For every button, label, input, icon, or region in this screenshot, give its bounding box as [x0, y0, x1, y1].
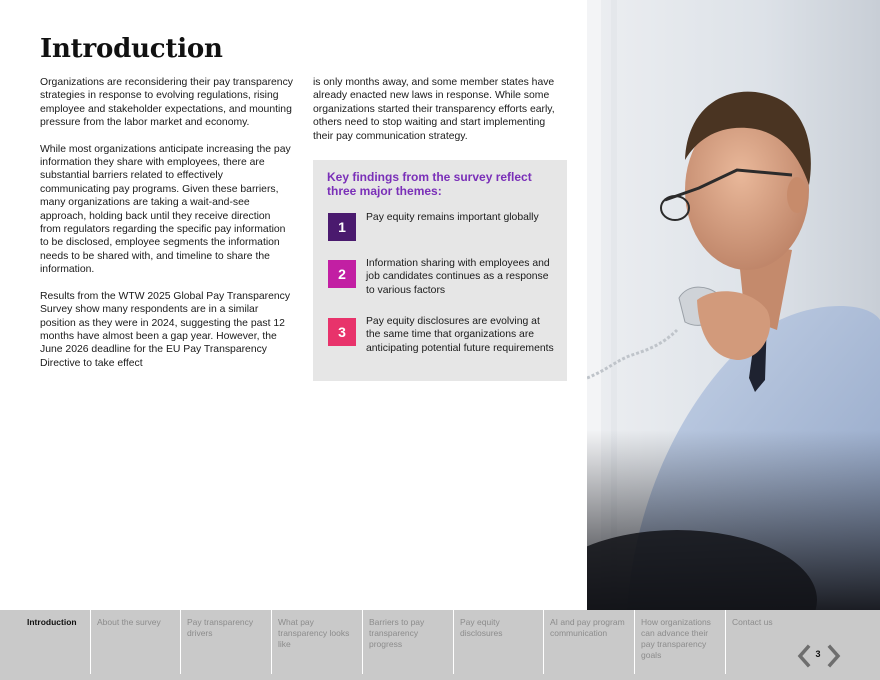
intro-paragraph-4: is only months away, and some member states have already enacted new laws in response. While some organizations started their transparency efforts early, others need to stop waiting and start implementing their pay communication strategy.	[313, 77, 555, 142]
chevron-right-icon[interactable]	[826, 644, 842, 668]
key-findings-box	[313, 160, 567, 381]
finding-text: Information sharing with employees and job candidates continues as a response to various factors	[366, 258, 550, 296]
finding-text: Pay equity remains important globally	[366, 212, 539, 223]
nav-item-contact-us[interactable]: Contact us	[725, 610, 795, 674]
businessman-on-phone-photo	[587, 0, 880, 610]
page-title: Introduction	[40, 34, 223, 64]
intro-paragraph-1: Organizations are reconsidering their pay transparency strategies in response to evolving regulations, rising employee and stakeholder expectations, and mounting pressure from the labor market and economy.	[40, 77, 293, 129]
finding-text: Pay equity disclosures are evolving at the same time that organizations are anticipating potential future requirements	[366, 316, 554, 354]
left-column	[40, 76, 294, 383]
page-pager	[796, 644, 846, 668]
photo-illustration	[587, 0, 880, 610]
finding-number-badge: 1	[328, 213, 356, 241]
key-findings-title: Key findings from the survey reflect three major themes:	[327, 170, 532, 198]
nav-item-what-pay-transparency-looks-like[interactable]: What pay transparency looks like	[271, 610, 362, 674]
section-navigation-bar	[0, 610, 880, 680]
nav-item-about-the-survey[interactable]: About the survey	[90, 610, 180, 674]
nav-item-pay-equity-disclosures[interactable]: Pay equity disclosures	[453, 610, 543, 674]
intro-paragraph-3: Results from the WTW 2025 Global Pay Transparency Survey show many respondents are in a similar position as they were in 2024, suggesting the past 12 months have almost been a gap year. However, the June 2026 deadline for the EU Pay Transparency Directive to take effect	[40, 290, 291, 369]
page-number: 3	[815, 649, 821, 659]
nav-item-barriers-to-progress[interactable]: Barriers to pay transparency progress	[362, 610, 453, 674]
nav-item-introduction[interactable]: Introduction	[27, 617, 77, 627]
nav-item-ai-and-pay-communication[interactable]: AI and pay program communication	[543, 610, 634, 674]
right-column	[313, 76, 567, 156]
finding-number-badge: 3	[328, 318, 356, 346]
intro-paragraph-2: While most organizations anticipate increasing the pay information they share with employees, there are substantial barriers related to effectively communicating pay programs. Given these barriers, many organizations are taking a wait-and-see approach, holding back until they receive direction from regulators regarding the specific pay information to be disclosed, employee segments the information needs to be shared with, and timeline to share the information.	[40, 143, 291, 276]
nav-item-how-organizations-can-advance[interactable]: How organizations can advance their pay transparency goals	[634, 610, 725, 674]
nav-item-pay-transparency-drivers[interactable]: Pay transparency drivers	[180, 610, 271, 674]
finding-number-badge: 2	[328, 260, 356, 288]
